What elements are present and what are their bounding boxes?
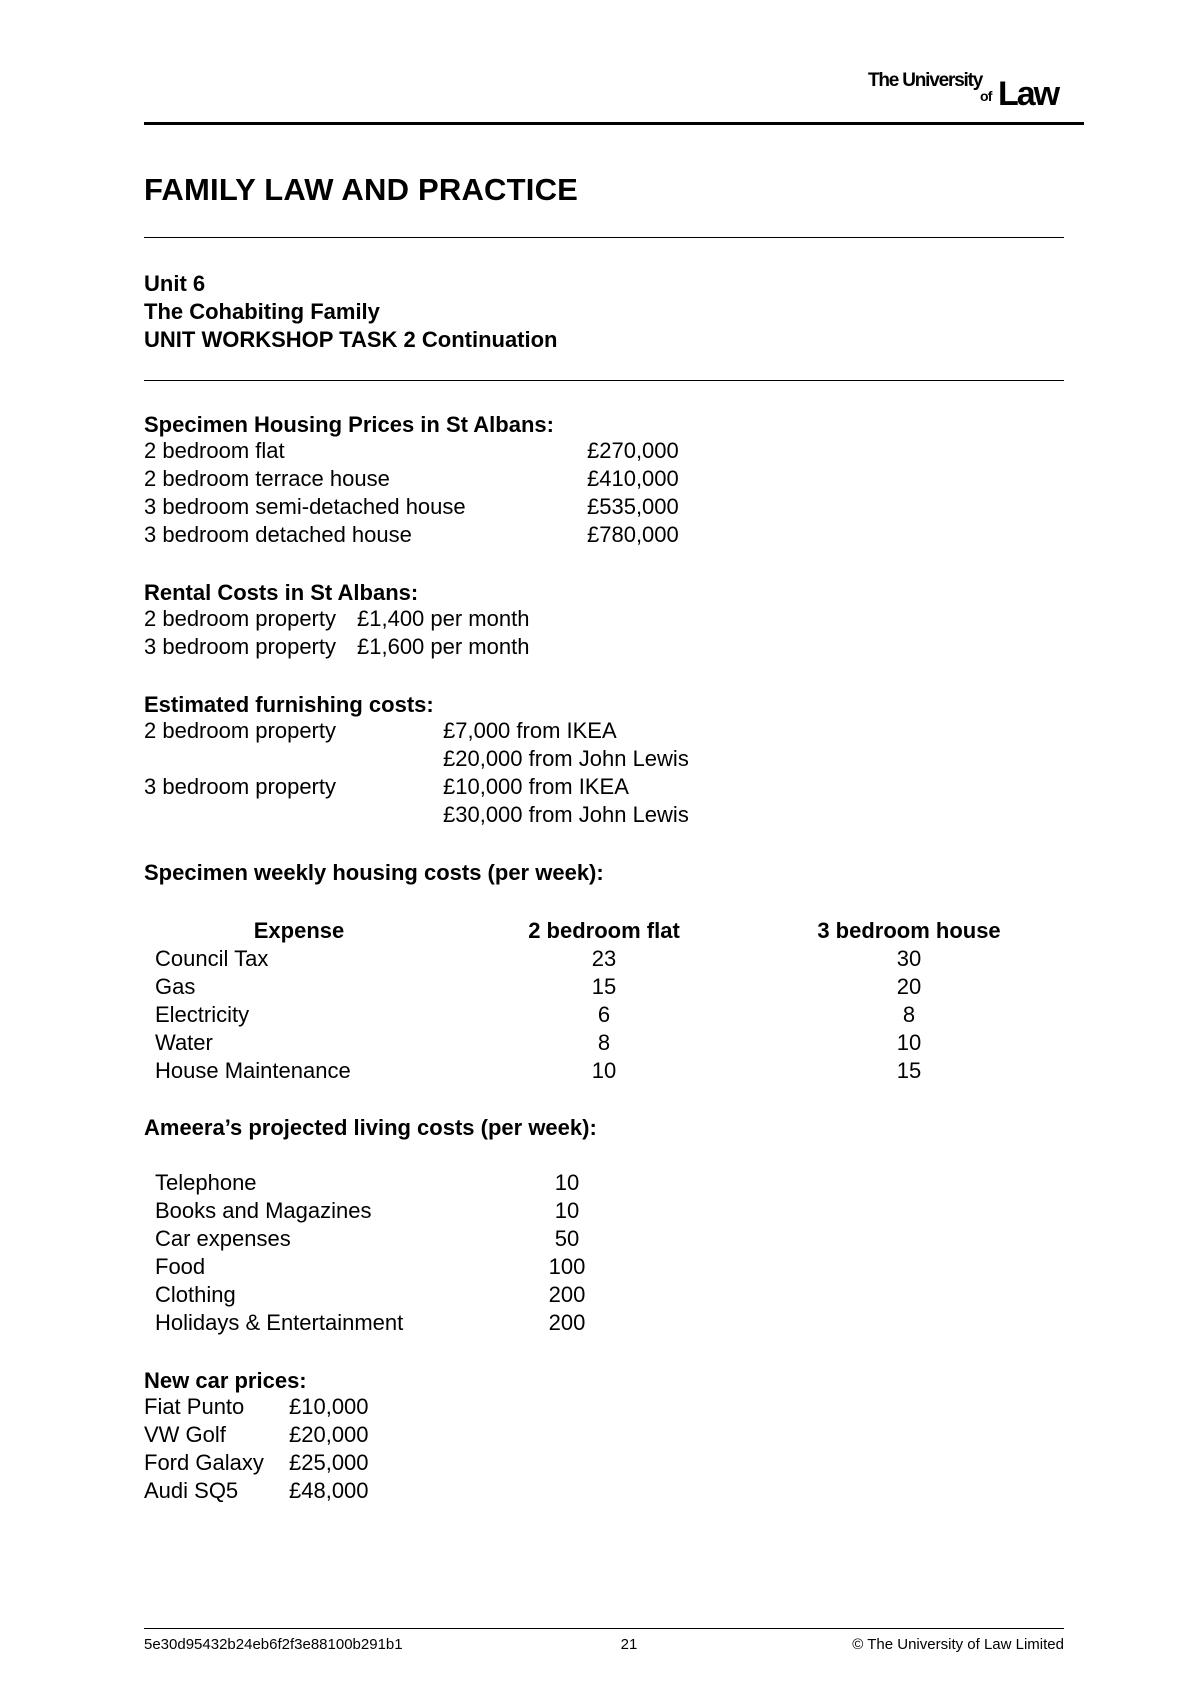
list-item-label: 3 bedroom detached house	[144, 522, 412, 547]
list-item-value: £20,000	[289, 1422, 369, 1447]
table-cell-expense: Gas	[155, 974, 196, 999]
table-cell-expense: Electricity	[155, 1002, 250, 1027]
page-number: 21	[620, 1636, 638, 1653]
list-item-label: 3 bedroom semi-detached house	[144, 494, 466, 519]
footer-doc-id: 5e30d95432b24eb6f2f3e88100b291b1	[144, 1636, 403, 1653]
weekly-housing-heading: Specimen weekly housing costs (per week):	[144, 860, 604, 885]
table-cell-3bed: 10	[896, 1030, 922, 1055]
list-item-value: £25,000	[289, 1450, 369, 1475]
table-header-expense: Expense	[253, 918, 345, 943]
table-cell-2bed: 8	[597, 1030, 611, 1055]
table-cell-expense: Council Tax	[155, 946, 269, 971]
table-header-3bed: 3 bedroom house	[817, 918, 1001, 943]
list-item-label: Clothing	[155, 1282, 236, 1307]
logo-line-2: of	[980, 88, 992, 104]
list-item-value: 200	[548, 1282, 586, 1307]
logo-line-1: The University	[868, 70, 983, 91]
table-cell-expense: House Maintenance	[155, 1058, 351, 1083]
list-item-value: £1,400 per month	[357, 606, 530, 631]
table-cell-3bed: 8	[902, 1002, 916, 1027]
housing-prices-heading: Specimen Housing Prices in St Albans:	[144, 412, 554, 437]
unit-task: UNIT WORKSHOP TASK 2 Continuation	[144, 327, 558, 352]
furnishing-heading: Estimated furnishing costs:	[144, 692, 434, 717]
title-divider	[144, 237, 1064, 238]
list-item-value: £10,000 from IKEA	[443, 774, 629, 799]
list-item-value: 200	[548, 1310, 586, 1335]
list-item-value: £20,000 from John Lewis	[443, 746, 689, 771]
list-item-label: Holidays & Entertainment	[155, 1310, 404, 1335]
list-item-value: 50	[554, 1226, 580, 1251]
list-item-value: £10,000	[289, 1394, 369, 1419]
table-cell-2bed: 6	[597, 1002, 611, 1027]
list-item-value: £270,000	[587, 438, 679, 463]
list-item-value: £48,000	[289, 1478, 369, 1503]
unit-number: Unit 6	[144, 271, 206, 296]
car-prices-heading: New car prices:	[144, 1368, 307, 1393]
list-item-value: £780,000	[587, 522, 679, 547]
footer-rule	[144, 1628, 1064, 1629]
list-item-value: 10	[554, 1170, 580, 1195]
list-item-label: Fiat Punto	[144, 1394, 245, 1419]
logo-line-3: Law	[998, 75, 1059, 113]
unit-divider	[144, 380, 1064, 381]
table-cell-2bed: 15	[591, 974, 617, 999]
table-cell-2bed: 23	[591, 946, 617, 971]
list-item-label: Audi SQ5	[144, 1478, 239, 1503]
list-item-value: 10	[554, 1198, 580, 1223]
unit-name: The Cohabiting Family	[144, 299, 380, 324]
list-item-label: 2 bedroom property	[144, 718, 336, 743]
list-item-label: Telephone	[155, 1170, 257, 1195]
list-item-label: VW Golf	[144, 1422, 226, 1447]
table-cell-2bed: 10	[591, 1058, 617, 1083]
list-item-label: Books and Magazines	[155, 1198, 372, 1223]
list-item-value: £7,000 from IKEA	[443, 718, 617, 743]
list-item-label: Food	[155, 1254, 206, 1279]
list-item-label: Ford Galaxy	[144, 1450, 264, 1475]
list-item-label: 3 bedroom property	[144, 634, 336, 659]
list-item-value: £1,600 per month	[357, 634, 530, 659]
list-item-value: £410,000	[587, 466, 679, 491]
list-item-value: £30,000 from John Lewis	[443, 802, 689, 827]
header-rule	[144, 122, 1084, 125]
list-item-label: 2 bedroom terrace house	[144, 466, 390, 491]
university-logo	[868, 70, 1078, 112]
list-item-label: Car expenses	[155, 1226, 291, 1251]
rental-heading: Rental Costs in St Albans:	[144, 580, 419, 605]
unit-info	[144, 270, 558, 354]
living-costs-heading: Ameera’s projected living costs (per week):	[144, 1115, 597, 1140]
table-cell-3bed: 20	[896, 974, 922, 999]
page-title: FAMILY LAW AND PRACTICE	[144, 172, 579, 207]
table-cell-expense: Water	[155, 1030, 213, 1055]
list-item-value: 100	[548, 1254, 586, 1279]
table-cell-3bed: 30	[896, 946, 922, 971]
list-item-value: £535,000	[587, 494, 679, 519]
table-cell-3bed: 15	[896, 1058, 922, 1083]
list-item-label: 3 bedroom property	[144, 774, 336, 799]
list-item-label: 2 bedroom flat	[144, 438, 285, 463]
table-header-2bed: 2 bedroom flat	[528, 918, 680, 943]
list-item-label: 2 bedroom property	[144, 606, 336, 631]
footer-copyright: © The University of Law Limited	[852, 1636, 1064, 1653]
